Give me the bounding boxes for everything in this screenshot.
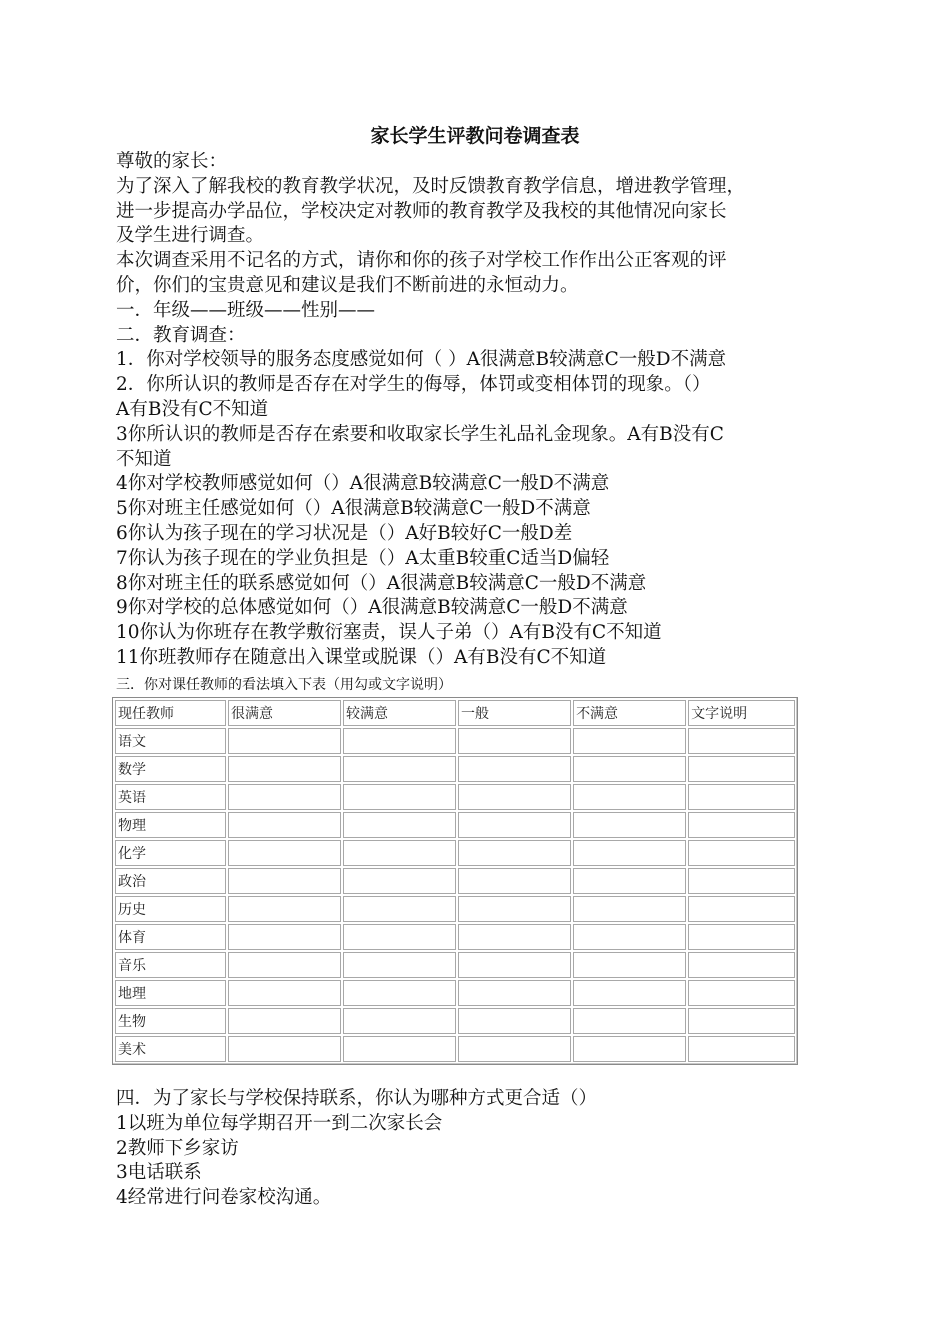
teacher-evaluation-table (112, 697, 798, 1065)
contact-option: 3电话联系 (116, 1162, 202, 1184)
table-row (115, 1008, 795, 1034)
rating-cell[interactable] (228, 840, 341, 866)
rating-cell[interactable] (228, 756, 341, 782)
rating-cell[interactable] (573, 840, 686, 866)
section-teacher-evaluation: 三．你对课任教师的看法填入下表（用勾或文字说明） (116, 677, 452, 693)
table-row (115, 728, 795, 754)
table-row (115, 952, 795, 978)
rating-cell[interactable] (228, 1036, 341, 1062)
rating-cell[interactable] (573, 784, 686, 810)
rating-cell[interactable] (343, 1008, 456, 1034)
question-line: 1．你对学校领导的服务态度感觉如何（ ）A很满意B较满意C一般D不满意 (116, 349, 727, 371)
subject-cell: 体育 (115, 924, 226, 950)
rating-cell[interactable] (228, 1008, 341, 1034)
question-line: 7你认为孩子现在的学业负担是（）A太重B较重C适当D偏轻 (116, 547, 610, 569)
rating-cell[interactable] (343, 812, 456, 838)
rating-cell[interactable] (688, 840, 795, 866)
rating-cell[interactable] (458, 924, 571, 950)
table-row (115, 924, 795, 950)
rating-cell[interactable] (573, 728, 686, 754)
question-line: 11你班教师存在随意出入课堂或脱课（）A有B没有C不知道 (116, 646, 607, 668)
rating-cell[interactable] (688, 896, 795, 922)
question-line: 不知道 (116, 448, 172, 470)
rating-cell[interactable] (343, 924, 456, 950)
contact-option: 2教师下乡家访 (116, 1137, 239, 1159)
rating-cell[interactable] (343, 896, 456, 922)
rating-cell[interactable] (458, 980, 571, 1006)
rating-cell[interactable] (688, 1036, 795, 1062)
section-grade-class-gender: 一．年级——班级——性别—— (116, 299, 376, 321)
rating-cell[interactable] (688, 728, 795, 754)
question-line: 4你对学校教师感觉如何（）A很满意B较满意C一般D不满意 (116, 473, 610, 495)
rating-cell[interactable] (688, 952, 795, 978)
survey-body (116, 150, 876, 671)
table-row (115, 868, 795, 894)
subject-cell: 地理 (115, 980, 226, 1006)
rating-cell[interactable] (573, 812, 686, 838)
rating-cell[interactable] (458, 728, 571, 754)
subject-cell: 生物 (115, 1008, 226, 1034)
subject-cell: 语文 (115, 728, 226, 754)
rating-cell[interactable] (688, 980, 795, 1006)
rating-cell[interactable] (688, 1008, 795, 1034)
table-header-cell: 很满意 (228, 700, 341, 726)
subject-cell: 数学 (115, 756, 226, 782)
subject-cell: 化学 (115, 840, 226, 866)
table-header-cell: 较满意 (343, 700, 456, 726)
table-row (115, 784, 795, 810)
page-title: 家长学生评教问卷调查表 (370, 125, 580, 147)
intro-paragraph-line: 为了深入了解我校的教育教学状况，及时反馈教育教学信息，增进教学管理， (116, 175, 746, 197)
rating-cell[interactable] (688, 868, 795, 894)
rating-cell[interactable] (458, 784, 571, 810)
subject-cell: 美术 (115, 1036, 226, 1062)
rating-cell[interactable] (228, 896, 341, 922)
question-line: 6你认为孩子现在的学习状况是（）A好B较好C一般D差 (116, 522, 573, 544)
rating-cell[interactable] (228, 784, 341, 810)
rating-cell[interactable] (228, 924, 341, 950)
intro-paragraph-line: 本次调查采用不记名的方式，请你和你的孩子对学校工作作出公正客观的评 (116, 250, 727, 272)
question-line: 10你认为你班存在教学敷衍塞责，误人子弟（）A有B没有C不知道 (116, 622, 662, 644)
subject-cell: 政治 (115, 868, 226, 894)
rating-cell[interactable] (343, 784, 456, 810)
rating-cell[interactable] (228, 868, 341, 894)
greeting: 尊敬的家长： (116, 151, 228, 172)
rating-cell[interactable] (343, 980, 456, 1006)
contact-question: 四．为了家长与学校保持联系，你认为哪种方式更合适（） (116, 1088, 598, 1109)
intro-paragraph-line: 及学生进行调查。 (116, 225, 265, 247)
table-row (115, 840, 795, 866)
table-row (115, 896, 795, 922)
question-line: 2．你所认识的教师是否存在对学生的侮辱，体罚或变相体罚的现象。（） (116, 374, 711, 396)
rating-cell[interactable] (688, 784, 795, 810)
rating-cell[interactable] (573, 868, 686, 894)
question-line: 8你对班主任的联系感觉如何（）A很满意B较满意C一般D不满意 (116, 572, 647, 594)
table-header-cell: 一般 (458, 700, 571, 726)
contact-option: 4经常进行问卷家校沟通。 (116, 1187, 332, 1209)
subject-cell: 历史 (115, 896, 226, 922)
rating-cell[interactable] (458, 1036, 571, 1062)
table-row (115, 980, 795, 1006)
section-education-survey: 二．教育调查： (116, 324, 246, 346)
rating-cell[interactable] (458, 952, 571, 978)
subject-cell: 英语 (115, 784, 226, 810)
question-line: 5你对班主任感觉如何（）A很满意B较满意C一般D不满意 (116, 498, 591, 520)
section-contact-method (116, 1087, 597, 1211)
rating-cell[interactable] (573, 756, 686, 782)
subject-cell: 音乐 (115, 952, 226, 978)
rating-cell[interactable] (343, 952, 456, 978)
rating-cell[interactable] (458, 896, 571, 922)
rating-cell[interactable] (228, 728, 341, 754)
table-header-cell: 现任教师 (115, 700, 226, 726)
rating-cell[interactable] (573, 924, 686, 950)
subject-cell: 物理 (115, 812, 226, 838)
rating-cell[interactable] (343, 756, 456, 782)
table-row (115, 1036, 795, 1062)
question-line: 3你所认识的教师是否存在索要和收取家长学生礼品礼金现象。A有B没有C (116, 423, 724, 445)
rating-cell[interactable] (228, 952, 341, 978)
rating-cell[interactable] (343, 728, 456, 754)
rating-cell[interactable] (343, 868, 456, 894)
rating-cell[interactable] (573, 1036, 686, 1062)
table-row (115, 756, 795, 782)
rating-cell[interactable] (458, 756, 571, 782)
rating-cell[interactable] (343, 1036, 456, 1062)
rating-cell[interactable] (458, 1008, 571, 1034)
intro-paragraph-line: 价，你们的宝贵意见和建议是我们不断前进的永恒动力。 (116, 274, 579, 296)
rating-cell[interactable] (458, 812, 571, 838)
rating-cell[interactable] (458, 840, 571, 866)
question-line: A有B没有C不知道 (116, 398, 269, 420)
rating-cell[interactable] (458, 868, 571, 894)
rating-cell[interactable] (343, 840, 456, 866)
table-header-cell: 不满意 (573, 700, 686, 726)
rating-cell[interactable] (573, 896, 686, 922)
rating-cell[interactable] (573, 980, 686, 1006)
table-header-row (115, 700, 795, 726)
rating-cell[interactable] (573, 1008, 686, 1034)
intro-paragraph-line: 进一步提高办学品位，学校决定对教师的教育教学及我校的其他情况向家长 (116, 200, 727, 222)
rating-cell[interactable] (228, 980, 341, 1006)
table-header-cell: 文字说明 (688, 700, 795, 726)
question-line: 9你对学校的总体感觉如何（）A很满意B较满意C一般D不满意 (116, 597, 628, 619)
rating-cell[interactable] (688, 756, 795, 782)
table-row (115, 812, 795, 838)
rating-cell[interactable] (228, 812, 341, 838)
rating-cell[interactable] (573, 952, 686, 978)
rating-cell[interactable] (688, 924, 795, 950)
contact-option: 1以班为单位每学期召开一到二次家长会 (116, 1112, 443, 1134)
rating-cell[interactable] (688, 812, 795, 838)
